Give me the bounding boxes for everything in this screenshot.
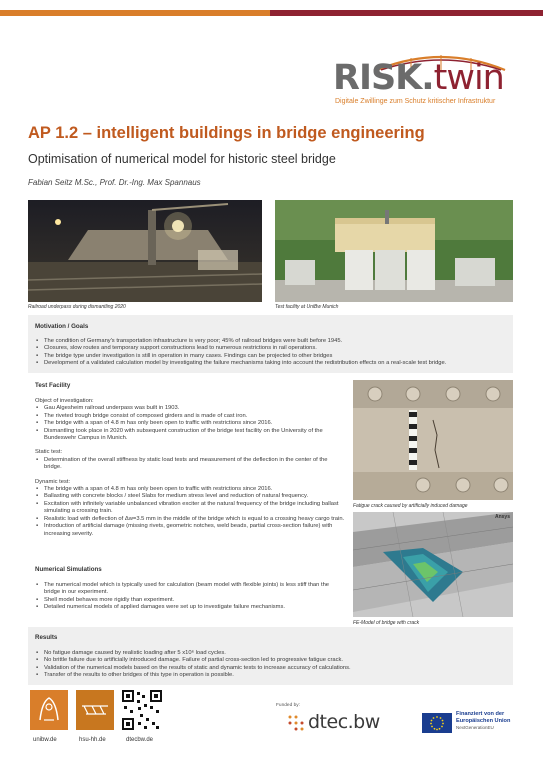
ansys-brand: Ansys: [494, 514, 510, 520]
numerical-bullet: ▪ Shell model behaves more rigidly than experiment.: [35, 597, 345, 604]
eu-funding-text: [456, 711, 510, 725]
results-bullet: ▪ Validation of the numerical models based on the results of static and dynamic tests to increase accuracy of calculations.: [35, 665, 509, 672]
motivation-bullet: ▪ The bridge type under investigation is still in operation in many cases. Findings can be projected to other bridges: [35, 353, 509, 360]
hsu-link[interactable]: hsu-hh.de: [79, 737, 106, 743]
object-bullet: ▪ The riveted trough bridge consist of composed girders and is made of cast iron.: [35, 413, 345, 420]
dtec-dots-icon: [286, 713, 308, 735]
top-accent-orange: [0, 10, 270, 16]
dynamic-bullet: ▪ Introduction of artificial damage (missing rivets, geometric notches, weld beads, partial cross-section failure) with increasing severity.: [35, 523, 345, 538]
dynamic-bullet: ▪ Excitation with infinitely variable unbalanced vibration exciter at the natural frequency of the bridge including ballast simulating a crossing train.: [35, 501, 345, 516]
results-list: [35, 650, 509, 680]
unibw-emblem-icon: [30, 690, 68, 730]
static-heading: Static test:: [35, 449, 63, 456]
dynamic-list: [35, 486, 345, 538]
numerical-list: [35, 582, 345, 612]
funded-by-label: Funded by:: [276, 703, 301, 708]
object-list: [35, 405, 345, 442]
dynamic-bullet: ▪ The bridge with a span of 4.8 m has only been open to traffic with restrictions since 2016.: [35, 486, 345, 493]
dynamic-bullet: ▪ Ballasting with concrete blocks / steel Slabs for medium stress level and reduction of natural frequency.: [35, 493, 345, 500]
authors: Fabian Seitz M.Sc., Prof. Dr.-Ing. Max Spannaus: [28, 178, 201, 187]
qr-code-icon[interactable]: [122, 690, 162, 730]
unibw-link[interactable]: unibw.de: [33, 737, 57, 743]
dtec-bw-logo: [286, 710, 406, 736]
motivation-bullet: ▪ Closures, slow routes and temporary support constructions lead to numerous restrictions in rail operations.: [35, 345, 509, 352]
static-bullet: ▪ Determination of the overall stiffness by static load tests and measurement of the deflection in the center of the bridge.: [35, 457, 345, 472]
unibw-logo[interactable]: [30, 690, 68, 730]
test-facility-body: [35, 398, 345, 538]
top-accent-bar: [0, 10, 543, 16]
numerical-title: Numerical Simulations: [35, 566, 102, 573]
hsu-logo[interactable]: [76, 690, 114, 730]
eu-line-2: Europäischen Union: [456, 717, 511, 724]
dismantling-caption: Railroad underpass during dismantling 2020: [28, 304, 126, 310]
results-title: Results: [35, 634, 58, 641]
dynamic-heading: Dynamic test:: [35, 478, 71, 485]
fatigue-crack-caption: Fatigue crack caused by artificially induced damage: [353, 503, 468, 509]
logo-wordmark: [333, 58, 504, 98]
dynamic-bullet: ▪ Realistic load with deflection of Δw=3.5 mm in the middle of the bridge which is equal to a crossing heavy cargo train.: [35, 516, 345, 523]
risk-twin-logo: [333, 52, 513, 112]
test-facility-photo: [275, 200, 513, 302]
fe-model-image: [353, 512, 513, 617]
poster-title: AP 1.2 – intelligent buildings in bridge engineering: [28, 124, 425, 142]
numerical-bullet: ▪ The numerical model which is typically used for calculation (beam model with flexible joints) is less stiff than the bridge in our experiment.: [35, 582, 345, 597]
motivation-bullet: ▪ The condition of Germany's transportation infrastructure is very poor; 45% of railroad bridges were built before 1945.: [35, 338, 509, 345]
object-bullet: ▪ The bridge with a span of 4.8 m has only been open to traffic with restrictions since 2016.: [35, 420, 345, 427]
results-bullet: ▪ No fatigue damage caused by realistic loading after 5 x10⁶ load cycles.: [35, 650, 509, 657]
object-bullet: ▪ Dismantling took place in 2020 with subsequent construction of the bridge test facility on the University of the Bundeswehr Campus in Munich.: [35, 428, 345, 443]
eu-line-1: Finanziert von der: [456, 711, 505, 717]
dtec-wordmark: dtec.bw: [308, 711, 380, 733]
motivation-bullet: ▪ Development of a validated calculation model by investigating the failure mechanisms taking into account the redistribution effects on a real-scale test bridge.: [35, 360, 509, 367]
logo-risk-text: RISK.: [333, 58, 434, 98]
top-accent-red: [270, 10, 543, 16]
eu-funding-logo: [422, 712, 522, 734]
results-bullet: ▪ Transfer of the results to other bridges of this type in operation is possible.: [35, 672, 509, 679]
motivation-list: [35, 338, 509, 368]
fatigue-crack-photo: [353, 380, 513, 500]
object-bullet: ▪ Gau Algesheim railroad underpass was built in 1903.: [35, 405, 345, 412]
hsu-emblem-icon: [76, 690, 114, 730]
numerical-bullet: ▪ Detailed numerical models of applied damages were set up to investigate failure mechanisms.: [35, 604, 345, 611]
dismantling-photo: [28, 200, 262, 302]
fe-model-caption: FE-Model of bridge with crack: [353, 620, 420, 626]
static-list: [35, 457, 345, 472]
logo-tagline: Digitale Zwillinge zum Schutz kritischer Infrastruktur: [335, 98, 496, 105]
eu-flag-icon: [422, 713, 452, 733]
poster-subtitle: Optimisation of numerical model for historic steel bridge: [28, 152, 336, 166]
dtec-link[interactable]: dtecbw.de: [126, 737, 154, 743]
object-heading: Object of investigation:: [35, 398, 94, 404]
eu-line-3: NextGenerationEU: [456, 725, 494, 730]
test-facility-caption: Test facility at UniBw Munich: [275, 304, 339, 310]
motivation-title: Motivation / Goals: [35, 323, 89, 330]
logo-twin-text: twin: [433, 58, 504, 98]
test-facility-title: Test Facility: [35, 382, 71, 389]
results-bullet: ▪ No brittle failure due to artificially introduced damage. Failure of partial cross-section led to progressive fatigue crack.: [35, 657, 509, 664]
